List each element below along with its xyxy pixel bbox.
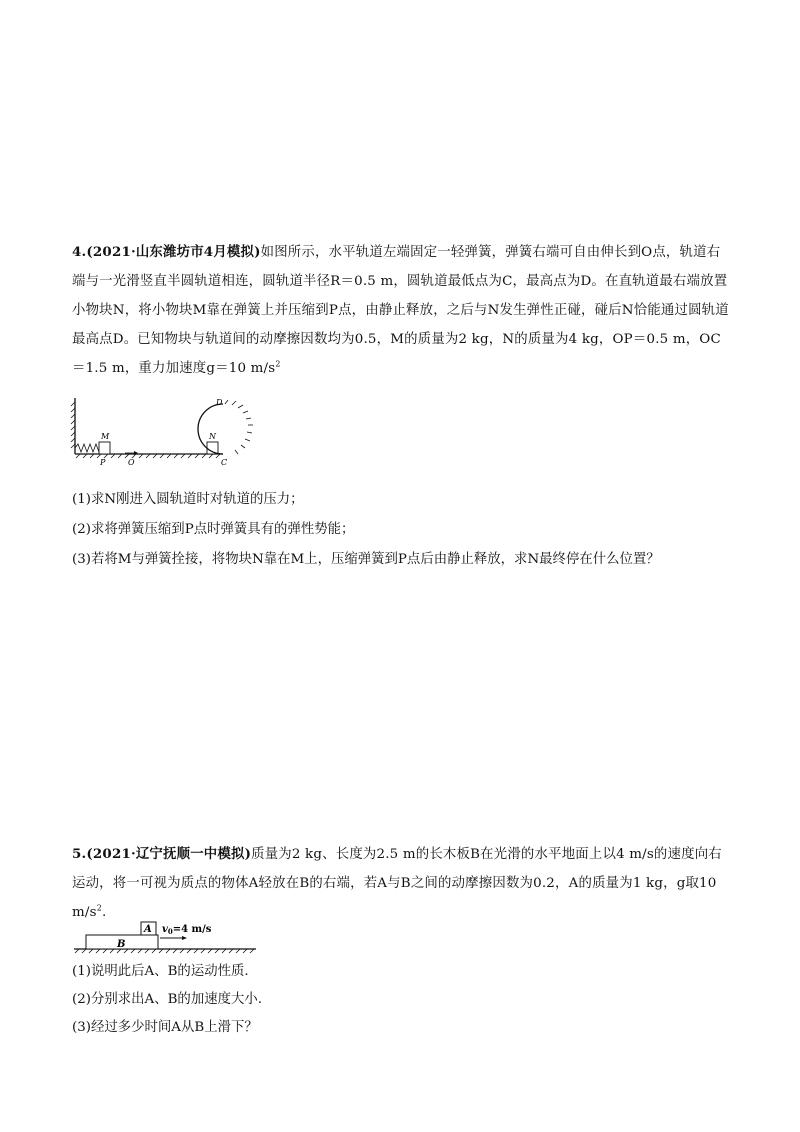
problem4-question-2: (2)求将弹簧压缩到P点时弹簧具有的弹性势能； — [72, 522, 355, 537]
problem5-question-1: (1)说明此后A、B的运动性质. — [72, 964, 249, 979]
label-o: O — [128, 458, 135, 467]
label-c: C — [221, 458, 228, 467]
problem4-unit-exponent: 2 — [275, 359, 281, 369]
problem4-statement — [72, 238, 732, 383]
problem5-question-2: (2)分别求出A、B的加速度大小. — [72, 992, 263, 1007]
problem5-source: 5.(2021·辽宁抚顺一中模拟) — [72, 846, 252, 862]
problem4-figure — [70, 394, 270, 469]
label-d: D — [216, 398, 223, 407]
velocity-label: $v_0=4$ m/s — [162, 924, 212, 936]
label-b: B — [117, 939, 126, 950]
label-p: P — [100, 458, 106, 467]
problem5-statement: 5.(2021·辽宁抚顺一中模拟)质量为2 kg、长度为2.5 m的长木板B在光滑的水平地面上以4 m/s的速度向右运动，将一可视为质点的物体A轻放在B的右端，若A与B之间的动摩擦因数为0.2，A的质量为1 kg，g取10 $m/s^2$. — [72, 846, 722, 920]
problem4-question-1: (1)求N刚进入圆轨道时对轨道的压力； — [72, 492, 304, 507]
problem5-text: 质量为2 kg、长度为2.5 m的长木板B在光滑的水平地面上以4 m/s的速度向右运动，将一可视为质点的物体A轻放在B的右端，若A与B之间的动摩擦因数为0.2，A的质量为1 kg，g取10 m/s — [72, 847, 722, 920]
problem5-question-3: (3)经过多少时间A从B上滑下？ — [72, 1020, 258, 1035]
spring — [75, 444, 100, 452]
block-m — [99, 442, 110, 454]
problem4-question-3: (3)若将M与弹簧拴接，将物块N靠在M上，压缩弹簧到P点后由静止释放，求N最终停在什么位置？ — [72, 552, 660, 567]
problem4-source: 4.(2021·山东潍坊市4月模拟) — [72, 244, 261, 260]
problem5-figure — [70, 918, 260, 954]
label-n: N — [209, 432, 216, 441]
problem4-text: 如图所示，水平轨道左端固定一轻弹簧，弹簧右端可自由伸长到O点，轨道右端与一光滑竖直半圆轨道相连，圆轨道半径R＝0.5 m，圆轨道最低点为C，最高点为D。在直轨道最右端放置小物块N，将小物块M靠在弹簧上并压缩到P点，由静止释放，之后与N发生弹性正碰，碰后N恰能通过圆轨道最高点D。已知物块与轨道间的动摩擦因数均为0.5，M的质量为2 kg，N的质量为4 kg，OP＝0.5 m，OC＝1.5 m，重力加速度g＝10 m/s — [72, 245, 729, 376]
problem5-unit-exponent: 2 — [96, 903, 102, 913]
label-a: A — [144, 924, 152, 935]
label-m: M — [101, 432, 110, 441]
